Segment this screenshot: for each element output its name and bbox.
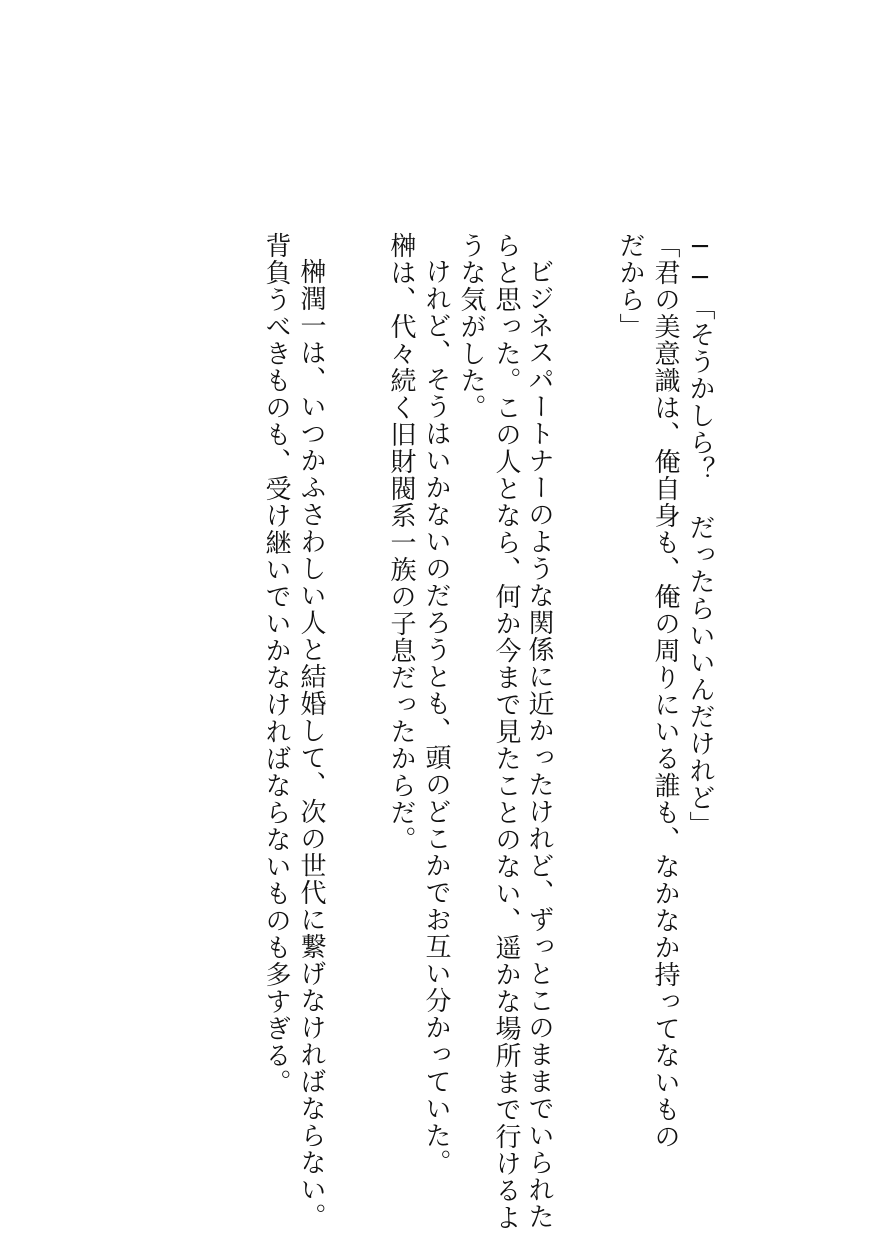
text-line: だから」 <box>615 232 645 340</box>
text-line: 背負うべきものも、受け継いでいかなければならないものも多すぎる。 <box>261 232 291 1096</box>
text-line: ──「そうかしら？ だったらいいんだけれど」 <box>685 232 715 838</box>
text-line: 榊は、代々続く旧財閥系一族の子息だったからだ。 <box>386 232 416 853</box>
text-line: らと思った。この人となら、何か今まで見たことのない、遥かな場所まで行けるよ <box>491 232 521 1231</box>
text-line: 榊潤一は、いつかふさわしい人と結婚して、次の世代に繋げなければならない。 <box>296 258 326 1230</box>
text-line: 「君の美意識は、俺自身も、俺の周りにいる誰も、なかなか持ってないもの <box>650 232 680 1150</box>
text-line: うな気がした。 <box>456 232 486 421</box>
text-line: けれど、そうはいかないのだろうとも、頭のどこかでお互い分かっていた。 <box>421 258 451 1176</box>
text-line: ビジネスパートナーのような関係に近かったけれど、ずっとこのままでいられた <box>524 258 554 1230</box>
